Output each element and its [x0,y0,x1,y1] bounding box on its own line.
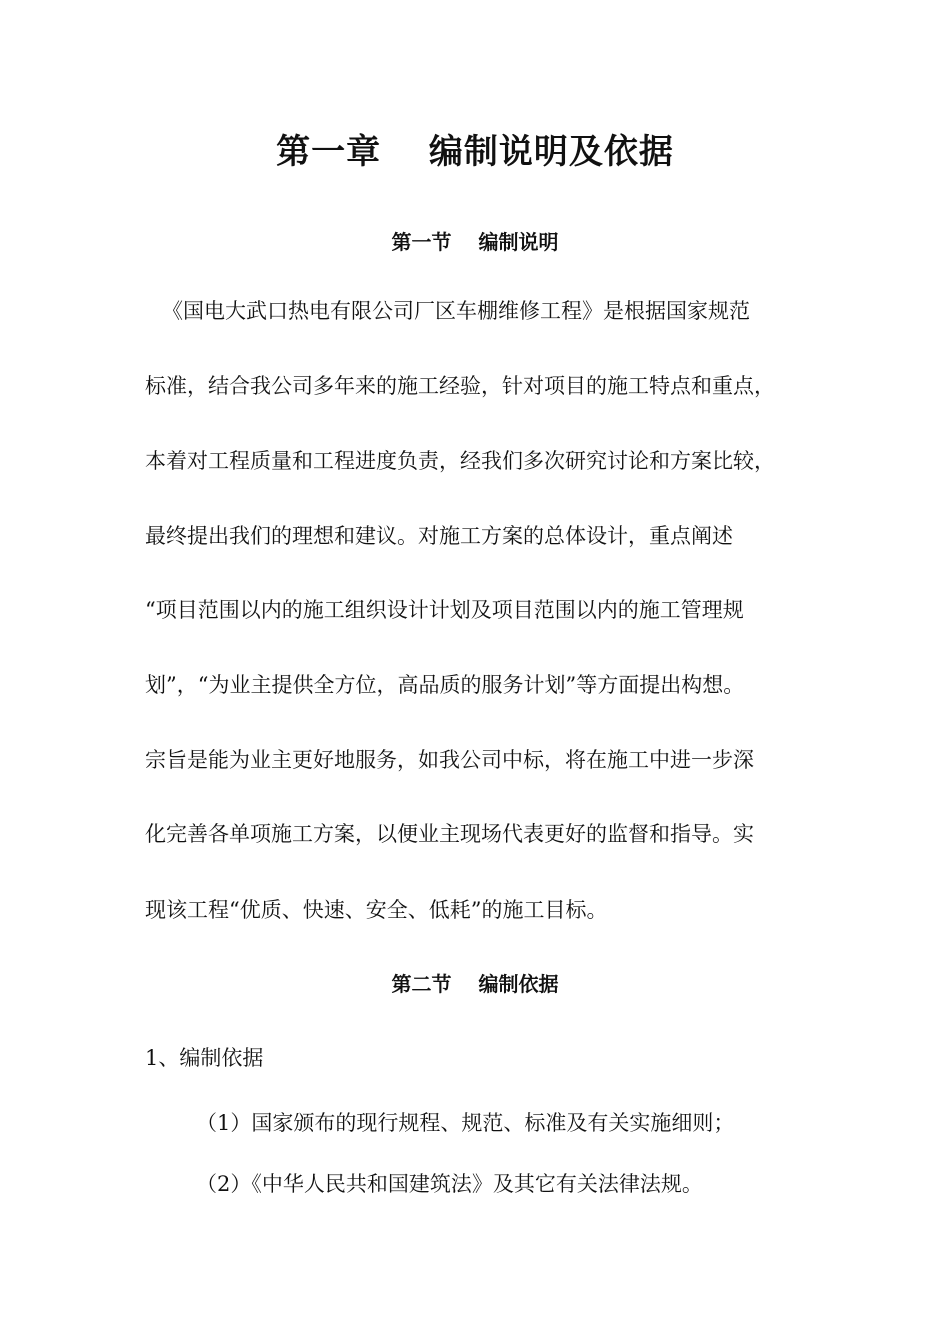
chapter-title: 第一章 编制说明及依据 [276,132,674,172]
list-item: （2）《中华人民共和国建筑法》及其它有关法律法规。 [196,1172,703,1196]
paragraph-line: 现该工程“优质、快速、安全、低耗”的施工目标。 [145,898,608,922]
subheading-basis: 1、编制依据 [145,1046,264,1070]
paragraph-line: “项目范围以内的施工组织设计计划及项目范围以内的施工管理规 [145,598,744,622]
paragraph-line: 划”，“为业主提供全方位，高品质的服务计划”等方面提出构想。 [145,673,745,697]
list-item: （1）国家颁布的现行规程、规范、标准及有关实施细则； [196,1111,735,1135]
section-title-explanation: 第一节 编制说明 [391,230,559,254]
section-title-basis: 第二节 编制依据 [391,972,559,996]
paragraph-line: 宗旨是能为业主更好地服务，如我公司中标，将在施工中进一步深 [145,748,754,772]
paragraph-line: 最终提出我们的理想和建议。对施工方案的总体设计，重点阐述 [145,524,733,548]
paragraph-line: 标准，结合我公司多年来的施工经验，针对项目的施工特点和重点， [145,374,775,398]
paragraph-line: 化完善各单项施工方案，以便业主现场代表更好的监督和指导。实 [145,822,754,846]
paragraph-line: 本着对工程质量和工程进度负责，经我们多次研究讨论和方案比较， [145,449,775,473]
paragraph-line: 《国电大武口热电有限公司厂区车棚维修工程》是根据国家规范 [162,299,750,323]
